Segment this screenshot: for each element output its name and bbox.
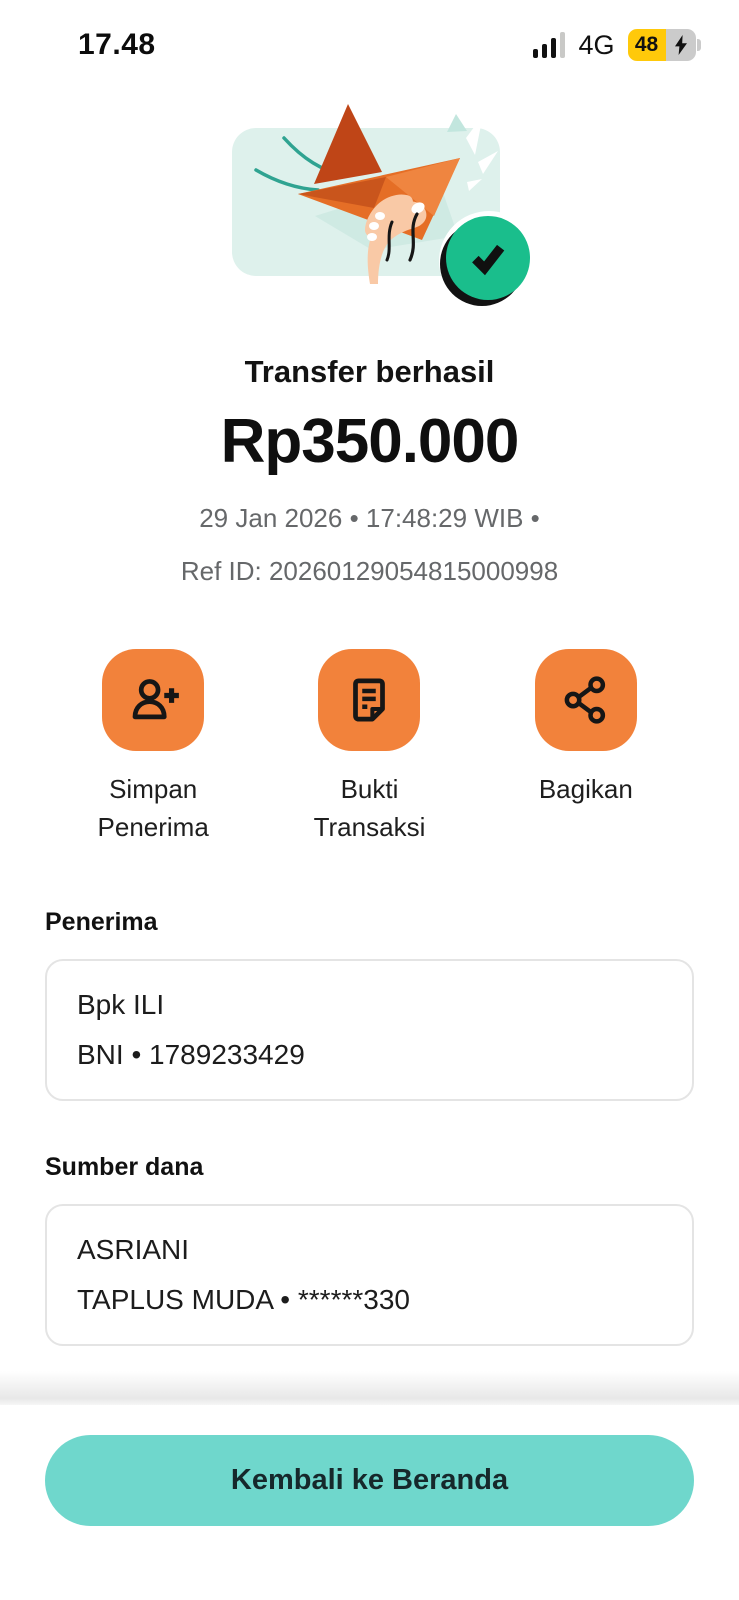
person-add-icon[interactable] (102, 649, 204, 751)
status-bar-right (533, 29, 701, 61)
quick-actions-row (45, 649, 694, 846)
source-section (45, 1153, 694, 1346)
page-title: Transfer berhasil (244, 354, 495, 389)
source-card (45, 1204, 694, 1346)
recipient-section (45, 908, 694, 1101)
recipient-bank-account: BNI • 1789233429 (77, 1039, 305, 1071)
action-label: Bagikan (538, 774, 633, 804)
signal-strength-icon (533, 32, 566, 58)
success-check-badge (444, 216, 534, 306)
network-type-label: 4G (578, 29, 615, 60)
clock: 17.48 (78, 28, 156, 61)
receipt-icon[interactable] (318, 649, 420, 751)
recipient-card (45, 959, 694, 1101)
source-account: TAPLUS MUDA • ******330 (77, 1284, 410, 1316)
battery-icon (628, 29, 702, 61)
save-recipient-button[interactable] (45, 649, 261, 846)
success-illustration (220, 98, 520, 286)
status-bar (0, 0, 739, 62)
share-icon[interactable] (535, 649, 637, 751)
action-label: Bukti Transaksi (313, 774, 426, 842)
charging-bolt-icon (666, 29, 696, 61)
transfer-datetime: 29 Jan 2026 • 17:48:29 WIB • (199, 503, 540, 533)
reference-id: Ref ID: 20260129054815000998 (180, 556, 559, 586)
footer-bar (0, 1405, 739, 1600)
back-to-home-button[interactable]: Kembali ke Beranda (45, 1435, 694, 1526)
action-label: Simpan Penerima (97, 774, 209, 842)
source-name: ASRIANI (77, 1234, 190, 1266)
recipient-section-label: Penerima (45, 908, 158, 937)
transfer-amount: Rp350.000 (220, 407, 519, 476)
check-icon (446, 216, 530, 300)
share-button[interactable] (478, 649, 694, 846)
source-section-label: Sumber dana (45, 1153, 204, 1182)
battery-percent-label: 48 (628, 29, 666, 61)
transaction-receipt-button[interactable] (261, 649, 477, 846)
recipient-name: Bpk ILI (77, 989, 165, 1021)
